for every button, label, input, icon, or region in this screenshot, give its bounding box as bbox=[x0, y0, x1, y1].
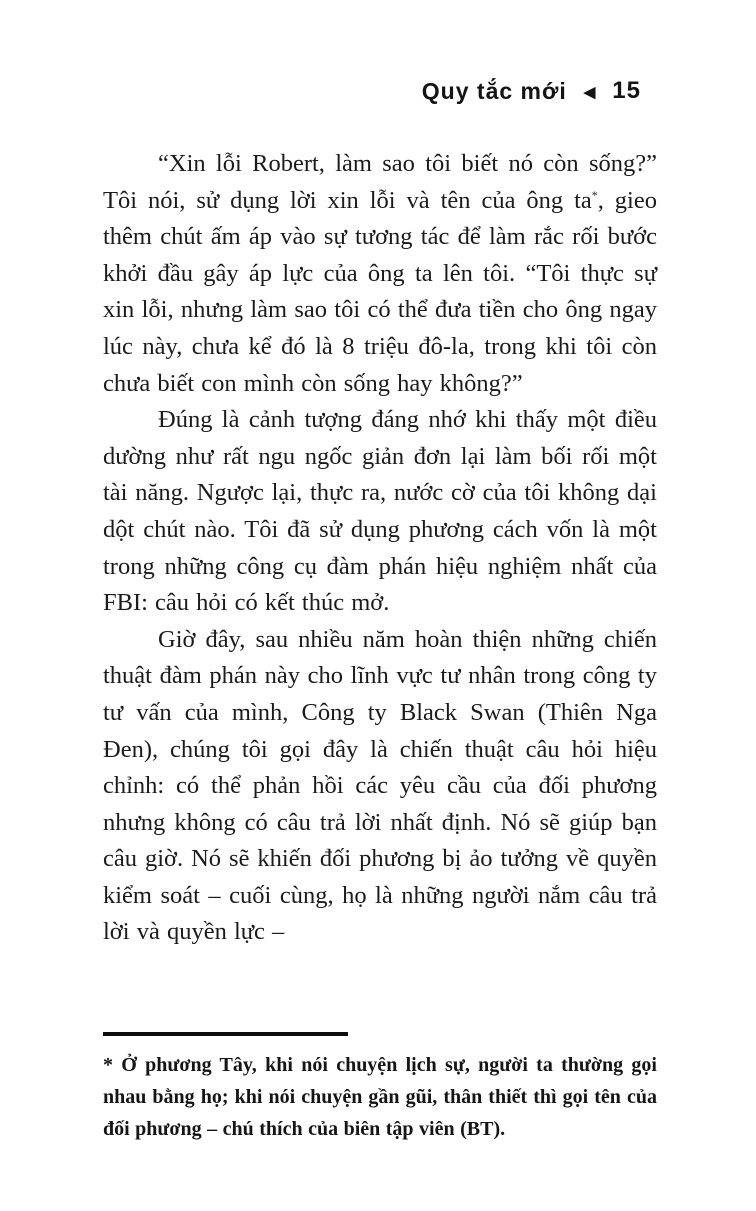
body-paragraph: “Xin lỗi Robert, làm sao tôi biết nó còn sống?” Tôi nói, sử dụng lời xin lỗi và tên của ông ta*, gieo thêm chút ấm áp vào sự tương tác để làm rắc rối bước khởi đầu gây áp lực của ông ta lên tôi. “Tôi thực sự xin lỗi, nhưng làm sao tôi có thể đưa tiền cho ông ngay lúc này, chưa kể đó là 8 triệu đô-la, trong khi tôi còn chưa biết con mình còn sống hay không?” bbox=[103, 150, 657, 397]
chapter-title: Quy tắc mới bbox=[421, 77, 567, 104]
left-triangle-icon: ◀ bbox=[583, 83, 596, 101]
footnote-rule bbox=[103, 1032, 348, 1036]
page-header bbox=[103, 74, 657, 108]
footnote-text: * Ở phương Tây, khi nói chuyện lịch sự, người ta thường gọi nhau bằng họ; khi nói chuyện gần gũi, thân thiết thì gọi tên của đối phương – chú thích của biên tập viên (BT). bbox=[103, 1054, 657, 1140]
footnote-marker: * bbox=[591, 187, 598, 202]
body-paragraph: Đúng là cảnh tượng đáng nhớ khi thấy một điều dường như rất ngu ngốc giản đơn lại làm bối rối một tài năng. Ngược lại, thực ra, nước cờ của tôi không dại dột chút nào. Tôi đã sử dụng phương cách vốn là một trong những công cụ đàm phán hiệu nghiệm nhất của FBI: câu hỏi có kết thúc mở. bbox=[103, 406, 657, 617]
body-paragraph: Giờ đây, sau nhiều năm hoàn thiện những chiến thuật đàm phán này cho lĩnh vực tư nhân trong công ty tư vấn của mình, Công ty Black Swan (Thiên Nga Đen), chúng tôi gọi đây là chiến thuật câu hỏi hiệu chỉnh: có thể phản hồi các yêu cầu của đối phương nhưng không có câu trả lời nhất định. Nó sẽ giúp bạn câu giờ. Nó sẽ khiến đối phương bị ảo tưởng về quyền kiểm soát – cuối cùng, họ là những người nắm câu trả lời và quyền lực – bbox=[103, 625, 657, 946]
body-text bbox=[103, 146, 657, 951]
footnote bbox=[103, 1032, 657, 1145]
page-number: 15 bbox=[612, 77, 641, 104]
